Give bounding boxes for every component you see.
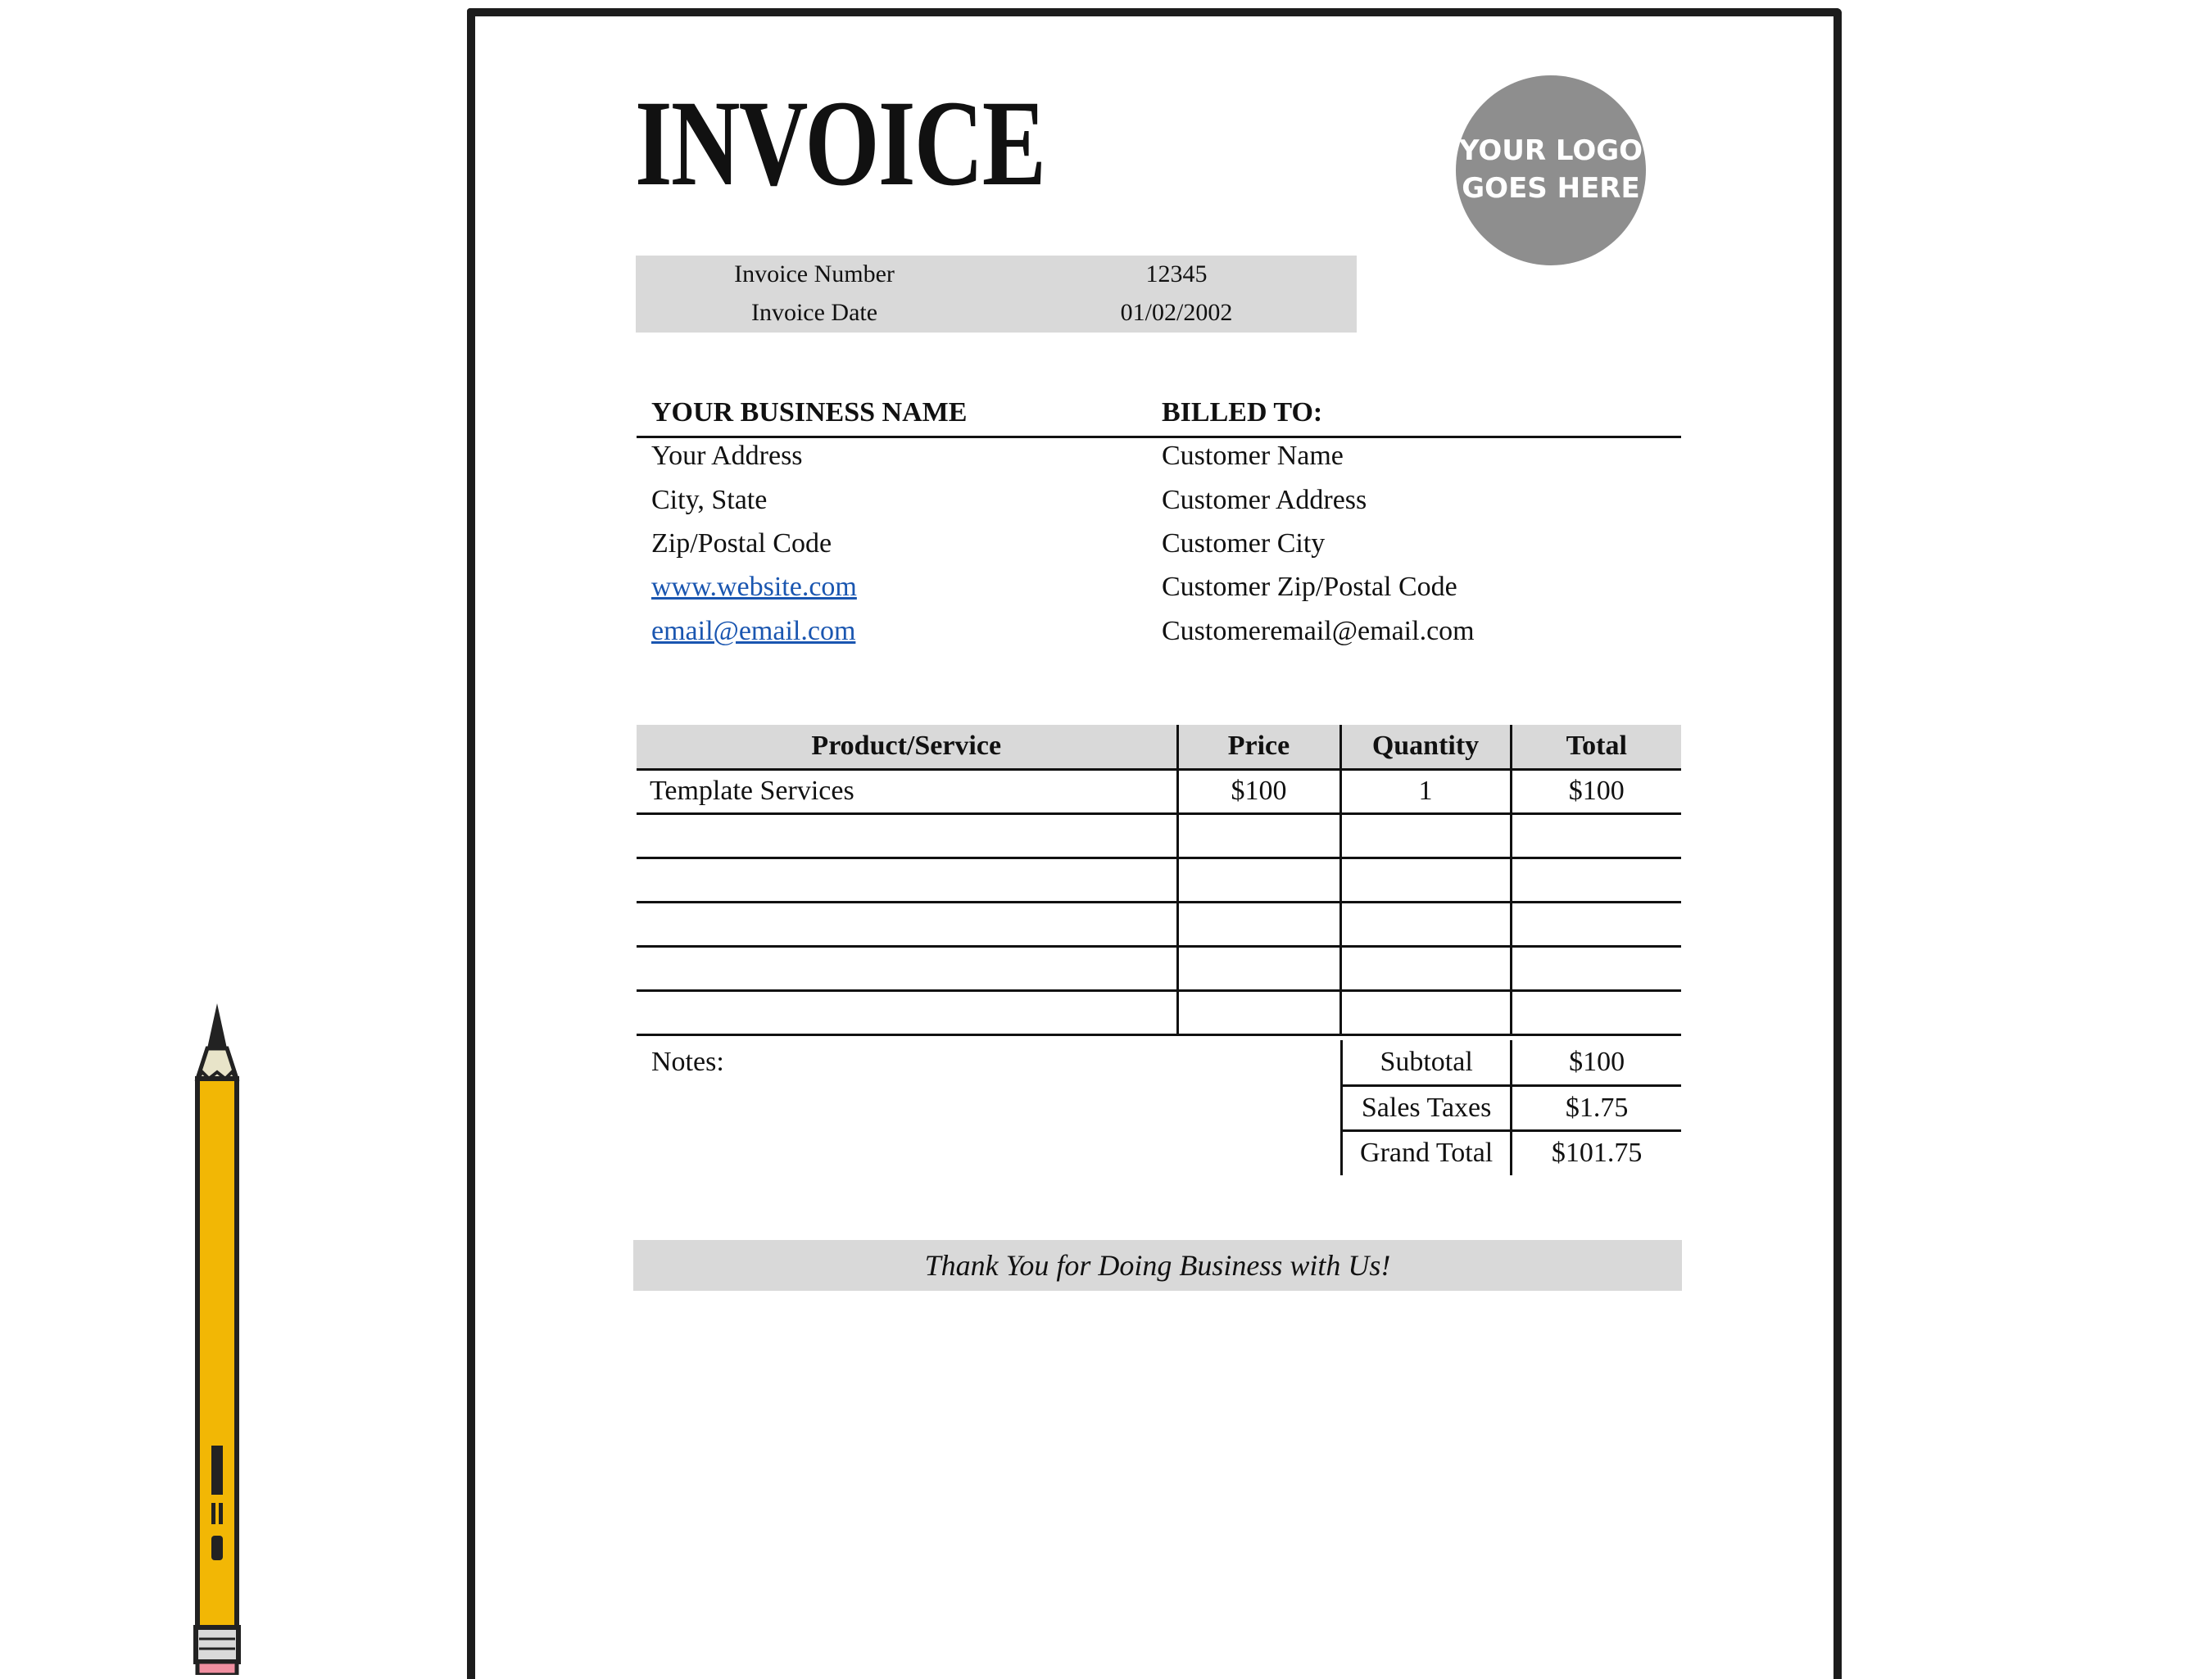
row-price <box>1177 858 1340 902</box>
header-product: Product/Service <box>637 725 1177 769</box>
invoice-number-label: Invoice Number <box>734 260 895 287</box>
table-row <box>637 858 1681 902</box>
row-total <box>1511 902 1681 946</box>
logo-text-line2: GOES HERE <box>1462 172 1640 205</box>
row-total <box>1511 946 1681 990</box>
invoice-date-value: 01/02/2002 <box>1120 299 1233 326</box>
invoice-title: INVOICE <box>635 75 1045 211</box>
invoice-date-label: Invoice Date <box>750 299 878 326</box>
row-product <box>637 990 1177 1034</box>
row-quantity: 1 <box>1340 769 1511 813</box>
row-quantity <box>1340 858 1511 902</box>
customer-email: Customeremail@email.com <box>1162 616 1475 646</box>
row-quantity <box>1340 813 1511 858</box>
row-price <box>1177 902 1340 946</box>
business-name-heading: YOUR BUSINESS NAME <box>651 397 968 428</box>
row-total <box>1511 813 1681 858</box>
business-email-link[interactable]: email@email.com <box>651 616 856 646</box>
row-price <box>1177 946 1340 990</box>
business-city-state: City, State <box>651 485 768 515</box>
row-product <box>637 813 1177 858</box>
notes-label: Notes: <box>651 1047 724 1077</box>
subtotal-label: Subtotal <box>1342 1040 1512 1085</box>
sales-tax-label: Sales Taxes <box>1342 1085 1512 1130</box>
customer-address: Customer Address <box>1162 485 1367 515</box>
section-divider <box>637 436 1681 438</box>
header-quantity: Quantity <box>1340 725 1511 769</box>
pencil-icon <box>193 1003 242 1675</box>
customer-city: Customer City <box>1162 528 1326 559</box>
header-total: Total <box>1511 725 1681 769</box>
items-table <box>637 725 1681 1036</box>
table-row <box>637 813 1681 858</box>
items-header-row <box>637 725 1681 769</box>
business-website-link[interactable]: www.website.com <box>651 572 857 602</box>
totals-table <box>1340 1040 1681 1175</box>
logo-text-line1: YOUR LOGO <box>1458 134 1643 168</box>
invoice-meta-box <box>636 256 1357 333</box>
row-product <box>637 946 1177 990</box>
row-price: $100 <box>1177 769 1340 813</box>
table-row <box>637 990 1681 1034</box>
logo-placeholder <box>1456 75 1646 265</box>
sales-tax-value: $1.75 <box>1512 1085 1681 1130</box>
row-product <box>637 902 1177 946</box>
table-row <box>637 946 1681 990</box>
row-total <box>1511 858 1681 902</box>
sales-tax-row <box>1342 1085 1682 1130</box>
billed-to-heading: BILLED TO: <box>1162 397 1323 428</box>
header-price: Price <box>1177 725 1340 769</box>
customer-zip: Customer Zip/Postal Code <box>1162 572 1457 602</box>
business-address: Your Address <box>651 441 803 471</box>
row-quantity <box>1340 946 1511 990</box>
customer-name: Customer Name <box>1162 441 1344 471</box>
invoice-number-value: 12345 <box>1145 260 1208 287</box>
row-price <box>1177 813 1340 858</box>
grand-total-row <box>1342 1130 1682 1175</box>
subtotal-value: $100 <box>1512 1040 1681 1085</box>
row-total <box>1511 990 1681 1034</box>
row-product: Template Services <box>637 769 1177 813</box>
thank-you-banner: Thank You for Doing Business with Us! <box>633 1240 1682 1291</box>
subtotal-row <box>1342 1040 1682 1085</box>
business-zip: Zip/Postal Code <box>651 528 832 559</box>
table-row <box>637 902 1681 946</box>
invoice-number-row <box>636 256 1357 294</box>
invoice-date-row <box>636 294 1357 333</box>
row-price <box>1177 990 1340 1034</box>
row-total: $100 <box>1511 769 1681 813</box>
row-quantity <box>1340 990 1511 1034</box>
table-row <box>637 769 1681 813</box>
grand-total-value: $101.75 <box>1512 1130 1681 1175</box>
grand-total-label: Grand Total <box>1342 1130 1512 1175</box>
row-product <box>637 858 1177 902</box>
row-quantity <box>1340 902 1511 946</box>
